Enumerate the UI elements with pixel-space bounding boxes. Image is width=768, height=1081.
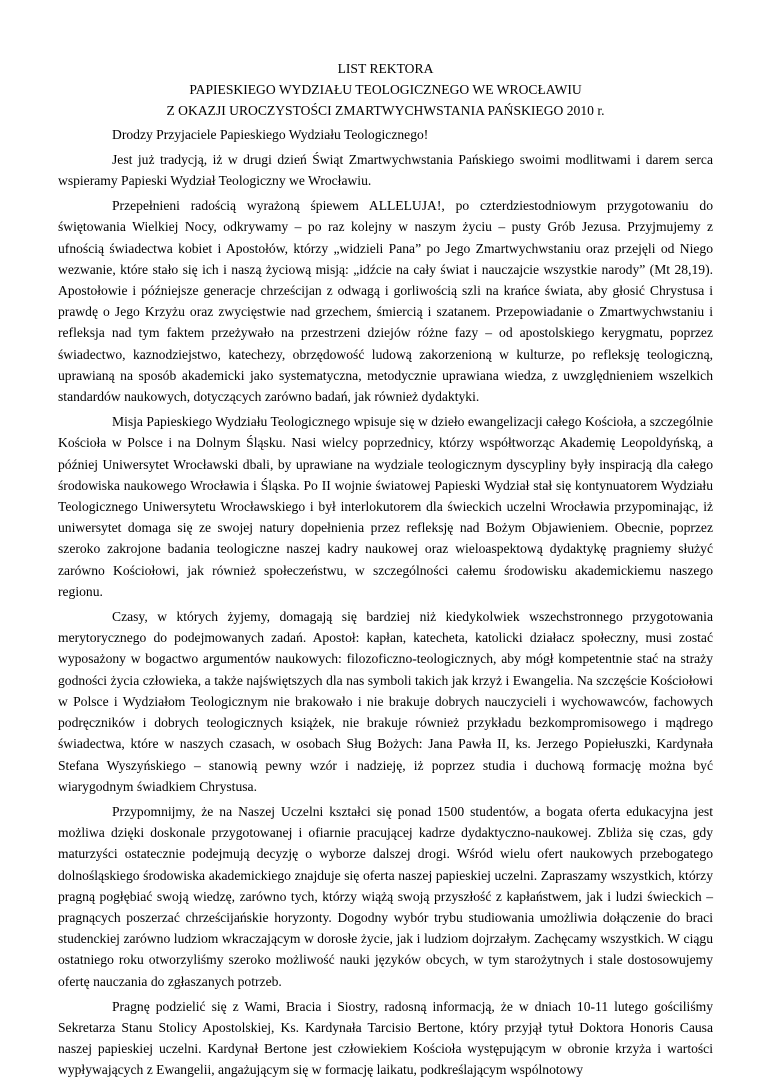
paragraph-3: Misja Papieskiego Wydziału Teologicznego wpisuje się w dzieło ewangelizacji całego Kościoła, a szczególnie Kościoła w Polsce i na Dolnym Śląsku. Nasi wielcy poprzednicy, którzy współtworząc Akademię Leopoldyńską, a później Uniwersytet Wrocławski dbali, by uprawiane na wydziale teologicznym dyscypliny były inspiracją dla całego środowiska naukowego Wrocławia i Śląska. Po II wojnie światowej Papieski Wydział stał się kontynuatorem Wydziału Teologicznego Uniwersytetu Wrocławskiego i był interlokutorem dla świeckich uczelni Wrocławia przypominając, iż uniwersytet domaga się ze swojej natury dopełnienia przez refleksję nad Bożym Objawieniem. Obecnie, poprzez szeroko zakrojone badania teologiczne naszej kadry naukowej oraz wieloaspektową dydaktykę pragniemy służyć zarówno Kościołowi, jak również społeczeństwu, w szczególności całemu środowisku akademickiemu naszego regionu. — [58, 414, 713, 599]
greeting: Drodzy Przyjaciele Papieskiego Wydziału Teologicznego! — [112, 126, 429, 142]
paragraph-2: Przepełnieni radością wyrażoną śpiewem ALLELUJA!, po czterdziestodniowym przygotowaniu do świętowania Wielkiej Nocy, odkrywamy – po raz kolejny w naszym życiu – pusty Grób Jezusa. Przyjmujemy z ufnością świadectwa kobiet i Apostołów, którzy „widzieli Pana” po Jego Zmartwychwstaniu oraz przejęli od Niego wezwanie, które stało się ich i naszą życiową misją: „idźcie na cały świat i nauczajcie wszystkie narody” (Mt 28,19). Apostołowie i późniejsze generacje chrześcijan z odwagą i gorliwością szli na krańce świata, aby głosić Chrystusa i prawdę o Jego Krzyżu oraz zwycięstwie nad grzechem, śmiercią i szatanem. Przepowiadanie o Zmartwychwstaniu i refleksja nad tym faktem przeżywało na przestrzeni dziejów różne fazy – od apostolskiego kerygmatu, poprzez świadectwo, kaznodziejstwo, katechezy, obrzędowość ludową zakorzenioną w kulturze, po refleksję teologiczną, uprawianą na sposób akademicki jako systematyczna, metodycznie uprawiana wiedza, z uwzględnieniem wszelkich standardów naukowych, dotyczących zarówno badań, jak również dydaktyki. — [58, 198, 713, 405]
letter-title — [58, 58, 713, 122]
paragraph-6: Pragnę podzielić się z Wami, Bracia i Siostry, radosną informacją, że w dniach 10-11 lutego gościliśmy Sekretarza Stanu Stolicy Apostolskiej, Ks. Kardynała Tarcisio Bertone, który przyjął tytuł Doktora Honoris Causa naszej papieskiej uczelni. Kardynał Bertone jest człowiekiem Kościoła występującym w obronie krzyża i wartości wypływających z Ewangelii, angażującym się w formację laikatu, podkreślającym wspólnotowy — [58, 998, 713, 1078]
title-line-2: PAPIESKIEGO WYDZIAŁU TEOLOGICZNEGO WE WROCŁAWIU — [189, 82, 582, 98]
title-line-1: LIST REKTORA — [337, 61, 434, 76]
paragraph-5: Przypomnijmy, że na Naszej Uczelni kształci się ponad 1500 studentów, a bogata oferta edukacyjna jest możliwa dzięki doskonale przygotowanej i ofiarnie pracującej kadrze dydaktyczno-naukowej. Zbliża się czas, gdy maturzyści ostatecznie podejmują decyzję o wyborze dalszej drogi. Wśród wielu ofert naukowych przebogatego dolnośląskiego środowiska akademickiego znajduje się oferta naszej papieskiej uczelni. Zapraszamy wszystkich, którzy pragną pogłębiać swoją wiedzę, zarówno tych, którzy wiążą swoją przyszłość z kapłaństwem, jak i ludzi świeckich – pragnących poszerzać chrześcijańskie horyzonty. Dogodny wybór trybu studiowania umożliwia dołączenie do braci studenckiej zarówno ludziom wkraczającym w dorosłe życie, jak i ludziom dojrzałym. Zachęcamy wszystkich. W ciągu ostatniego roku otworzyliśmy szeroko możliwość nauki języków obcych, w tym starożytnych i stale dostosowujemy ofertę nauczania do zgłaszanych potrzeb. — [58, 803, 713, 989]
letter-page — [58, 58, 713, 1081]
paragraph-1: Jest już tradycją, iż w drugi dzień Świąt Zmartwychwstania Pańskiego swoimi modlitwami i darem serca wspieramy Papieski Wydział Teologiczny we Wrocławiu. — [58, 151, 713, 189]
title-line-3: Z OKAZJI UROCZYSTOŚCI ZMARTWYCHWSTANIA PAŃSKIEGO 2010 r. — [166, 103, 605, 119]
paragraph-4: Czasy, w których żyjemy, domagają się bardziej niż kiedykolwiek wszechstronnego przygotowania merytorycznego do podejmowanych zadań. Apostoł: kapłan, katecheta, katolicki działacz społeczny, musi zostać wyposażony w bogactwo argumentów naukowych: filozoficzno-teologicznych, aby mógł kompetentnie stać na straży godności życia człowieka, a także najświętszych dla nas symboli takich jak krzyż i Ewangelia. Na szczęście Kościołowi w Polsce i Wydziałom Teologicznym nie brakowało i nie brakuje dobrych nauczycieli i wychowawców, fachowych podręczników i dobrych teologicznych książek, nie brakuje również przykładu bezkompromisowego i mądrego świadectwa, które w naszych czasach, w osobach Sług Bożych: Jana Pawła II, ks. Jerzego Popiełuszki, Kardynała Stefana Wyszyńskiego – stanowią pewny wzór i nadzieję, iż poprzez studia i duchową formację można być wiarygodnym świadkiem Chrystusa. — [58, 609, 713, 794]
